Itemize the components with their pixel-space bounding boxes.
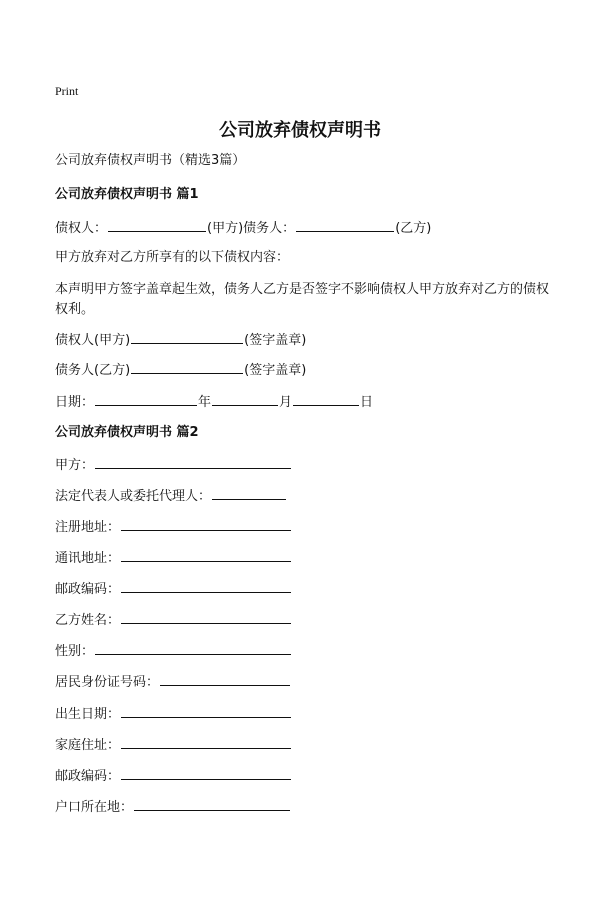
sign-seal-mark: (签字盖章) <box>244 363 307 378</box>
debtor-sign-blank <box>131 360 243 374</box>
field-label: 邮政编码： <box>55 582 121 597</box>
field-label: 家庭住址： <box>55 738 121 753</box>
day-label: 日 <box>360 395 374 410</box>
statement-creditor-rights: 甲方放弃对乙方所享有的以下债权内容： <box>55 250 290 265</box>
field-blank <box>95 455 291 469</box>
debtor-signature-line <box>55 360 306 380</box>
field-gender <box>55 641 292 661</box>
field-label: 甲方： <box>55 458 95 473</box>
document-title: 公司放弃债权声明书 <box>219 120 381 141</box>
section2-heading: 公司放弃债权声明书 篇2 <box>55 425 199 440</box>
field-postal-code-2 <box>55 766 292 786</box>
party-a-mark: (甲方) <box>207 221 244 236</box>
field-blank <box>121 735 291 749</box>
field-party-a <box>55 455 292 475</box>
field-legal-rep <box>55 486 287 506</box>
month-blank <box>212 392 278 406</box>
field-label: 出生日期： <box>55 707 121 722</box>
creditor-signature-line <box>55 330 306 350</box>
field-birth-date <box>55 704 292 724</box>
field-blank <box>121 766 291 780</box>
debtor-sign-label: 债务人(乙方) <box>55 363 131 378</box>
field-home-address <box>55 735 292 755</box>
field-label: 户口所在地： <box>55 800 134 815</box>
field-blank <box>121 548 291 562</box>
field-label: 乙方姓名： <box>55 613 121 628</box>
statement-effective: 本声明甲方签字盖章起生效，债务人乙方是否签字不影响债权人甲方放弃对乙方的债权权利。 <box>55 282 550 317</box>
field-blank <box>121 517 291 531</box>
party-b-mark: (乙方) <box>395 221 432 236</box>
section1-heading: 公司放弃债权声明书 篇1 <box>55 187 199 202</box>
date-label: 日期： <box>55 395 95 410</box>
creditor-debtor-line <box>55 218 431 238</box>
field-label: 居民身份证号码： <box>55 675 160 690</box>
field-blank <box>212 486 286 500</box>
field-household-registration <box>55 797 291 817</box>
date-line <box>55 392 373 412</box>
field-id-number <box>55 672 291 692</box>
creditor-sign-label: 债权人(甲方) <box>55 333 131 348</box>
creditor-sign-blank <box>131 330 243 344</box>
field-label: 性别： <box>55 644 95 659</box>
field-label: 邮政编码： <box>55 769 121 784</box>
field-postal-code <box>55 579 292 599</box>
field-mailing-address <box>55 548 292 568</box>
field-blank <box>121 610 291 624</box>
field-blank <box>160 672 290 686</box>
document-subtitle: 公司放弃债权声明书（精选3篇） <box>55 153 246 168</box>
sign-seal-mark: (签字盖章) <box>244 333 307 348</box>
field-party-b-name <box>55 610 292 630</box>
field-blank <box>121 704 291 718</box>
field-registered-address <box>55 517 292 537</box>
creditor-blank <box>108 218 206 232</box>
field-blank <box>134 797 290 811</box>
debtor-label: 债务人： <box>243 221 296 236</box>
creditor-label: 债权人： <box>55 221 108 236</box>
field-label: 法定代表人或委托代理人： <box>55 489 212 504</box>
field-blank <box>95 641 291 655</box>
month-label: 月 <box>279 395 293 410</box>
field-label: 通讯地址： <box>55 551 121 566</box>
day-blank <box>293 392 359 406</box>
year-label: 年 <box>198 395 212 410</box>
field-blank <box>121 579 291 593</box>
field-label: 注册地址： <box>55 520 121 535</box>
print-link[interactable]: Print <box>55 84 79 98</box>
debtor-blank <box>296 218 394 232</box>
year-blank <box>95 392 197 406</box>
